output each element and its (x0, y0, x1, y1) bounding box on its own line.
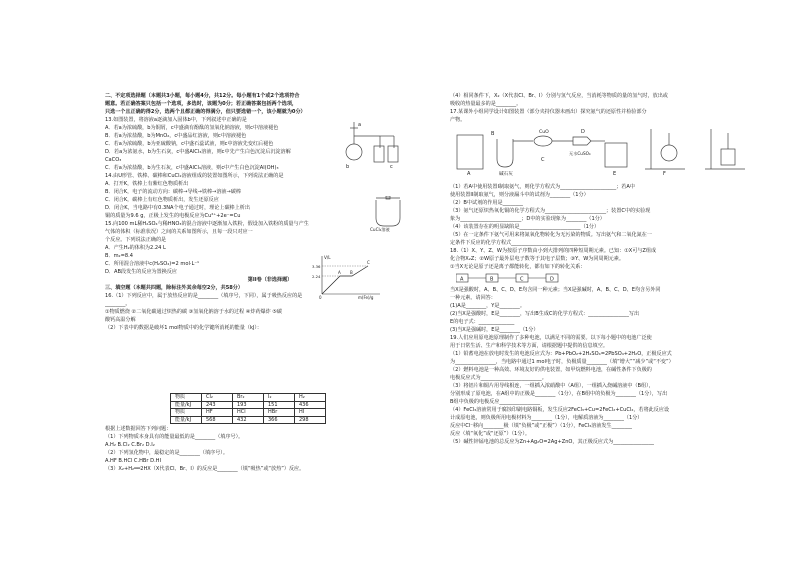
q16-line: ________。 (105, 301, 131, 307)
x-axis-label: m(Fe)/g (358, 295, 374, 300)
table-cell: H₂ (295, 394, 326, 402)
left-line: CaCO₃ (105, 157, 122, 163)
y-tick: 2.24 (312, 274, 321, 279)
right-line: 反应（填“氧化”或“还原”）（1分）。 (450, 431, 531, 437)
q16-line: 酸钙高温分解 (105, 317, 136, 323)
apparatus-label: CuO (539, 130, 549, 135)
apparatus-label: D (581, 129, 585, 135)
table-cell: HBr (264, 409, 295, 417)
left-line: A．打开K，铁棒上有紫红色物质析出 (105, 181, 189, 187)
q16-line: （2）下表中的数据是破坏1 mol物质中的化学键所消耗的能量（kJ）： (105, 325, 263, 331)
right-line: ①当X无论是原子还是离子都能转化，都有如下的转化关系： (450, 264, 586, 270)
q16-line: A.H₂ B.Cl₂ C.Br₂ D.I₂ (105, 442, 155, 448)
right-line: （5）在一定条件下氨气可用来将氮氧化物转化为无污染的物质。写出氨气和二氧化氮在一 (450, 232, 652, 238)
left-line: B．闭合K，电子的流动方向：碳棒→导线→铁棒→溶液→碳棒 (105, 189, 241, 195)
table-cell: 436 (295, 401, 326, 409)
left-line: C．闭合K，碳棒上有红色物质析出，发生还原反应 (105, 197, 219, 203)
right-line: 计成原电池，则负极所用电极材料为________（1分），电解质溶液为________（1分） (450, 415, 643, 421)
right-line: 电极反应式为________________________。 (450, 375, 547, 381)
bond-energy-table (170, 393, 326, 424)
left-line: 13.如图装置，将溶液a逐滴加入固体b中，下列叙述中正确的是 (105, 117, 247, 123)
right-line: 一种元素。请回答： (450, 295, 496, 301)
right-column-lower (450, 286, 755, 446)
chain-box: C (520, 276, 524, 283)
u-tube-label: CuCl₂溶液 (370, 227, 390, 232)
left-column-lower (105, 425, 435, 473)
apparatus-label: 无水CuSO₄ (569, 151, 591, 156)
left-line: 气体的体积（标准状况）之间的关系如图所示，且每一段只对应一 (105, 229, 253, 235)
table-row (171, 416, 326, 424)
table-cell: 能量/kJ (171, 401, 202, 409)
table-cell: HI (295, 409, 326, 417)
right-line: 吸收的热量最多的是________。 (450, 101, 522, 107)
right-line: 化合物X₂Z；②W原子最外层电子数等于其电子层数；③Y、W为同周期元素。 (450, 256, 624, 262)
apparatus-label: c (390, 164, 393, 170)
table-cell: 能量/kJ (171, 416, 202, 424)
q16-line: ①物质燃烧 ②二氧化碳通过炽热的碳 ③氢氧化钠溶于水的过程 ④炸药爆炸 ⑤碳 (105, 309, 283, 315)
left-line: A．若a为浓硫酸，b为铜屑，c中盛滴有酚酞的氢氧化钠溶液，则c中溶液褪色 (105, 125, 279, 131)
right-column-mid (450, 183, 755, 271)
right-line: 19.人们应用原电池原理制作了多种电池，以满足不同的需要。以下每小题中的电池广泛使 (450, 335, 652, 341)
q13-apparatus-figure (340, 118, 408, 170)
section-heading: 三、填空题（本题共四题，除标注外其余每空2分，共58分） (105, 285, 243, 291)
table-row (171, 394, 326, 402)
table-cell: 568 (202, 416, 233, 424)
table-cell: Br₂ (233, 394, 264, 402)
q15-volume-graph (312, 254, 384, 300)
right-line: 17.某课外小组同学设计如图装置（部分夹持仪器未画出）探究氨气的还原性并检验部分 (450, 109, 647, 115)
table-cell: 366 (264, 416, 295, 424)
right-line: （4）该装置存在的明显缺陷是________________________（1分） (450, 224, 600, 230)
left-line: 题意。若正确答案只包括一个选项，多选时，该题为0分；若正确答案包括两个选项， (105, 101, 298, 107)
right-line: 分别形成了原电池，在A组中的正极是________（1分），在B组中的负极为________（1分），写出 (450, 391, 668, 397)
left-line: D．AB段发生的反应为置换反应 (105, 269, 178, 275)
left-line: 14.由U形管、铁棒、碳棒和CuCl₂溶液组成的装置如图所示，下列说法正确的是 (105, 173, 284, 179)
q17-apparatus-figure (455, 125, 755, 177)
apparatus-label: F (663, 171, 666, 177)
right-line: （4）相同条件下，X₂（X代表Cl、Br、I）分别与氢气反应，当消耗等物质的量的氢气时，放出或 (450, 93, 668, 99)
q16-line: （3）X₂+H₂══2HX（X代表Cl、Br、I）的反应是________（填“吸热”或“放热”）反应。 (105, 466, 305, 472)
left-line: A．产生H₂的体积为2.24 L (105, 245, 166, 251)
right-line: （5）碱性锌锰电池的总反应为Zn+Ag₂O=2Ag+ZnO，其正极反应式为________________ (450, 439, 654, 445)
table-cell: Cl₂ (202, 394, 233, 402)
table-cell: 298 (295, 416, 326, 424)
right-line: （3）将铝片和铜片用导线相连，一组插入浓硝酸中（A组），一组插入烧碱溶液中（B组）， (450, 383, 654, 389)
chain-box: B (490, 276, 494, 283)
volume-line (322, 266, 368, 294)
table-cell: HCl (233, 409, 264, 417)
table-cell: 193 (233, 401, 264, 409)
left-line: C．若a为浓盐酸，b为生石灰，c中盛AlCl₃溶液，则c中产生白色沉淀Al(OH)₃ (105, 165, 279, 171)
table-row (171, 401, 326, 409)
apparatus-label: E (613, 171, 617, 177)
table-cell: I₂ (264, 394, 295, 402)
right-line: 使用装置II制取氨气，则分液漏斗中的试剂为________（1分） (450, 192, 589, 198)
right-line: 定条件下反应的化学方程式______________________________ (450, 240, 588, 246)
q16-line: 16.（1）下列反应中，属于放热反应的是________（填序号，下同），属于吸热反应的是 (105, 293, 303, 299)
table-cell: 物质 (171, 409, 202, 417)
right-line: 为________________，当电路中通过1 mol电子时，负极质量________（填“增大”“减少”或“不变”） (450, 359, 674, 365)
u-tube-figure (370, 196, 410, 232)
apparatus-label: a (358, 122, 362, 128)
right-line: 象为________________________；D中的实验现象为________（1分） (450, 216, 605, 222)
table-cell: HF (202, 409, 233, 417)
left-line: C．所用混合溶液中c(H₂SO₄)=2 mol·L⁻¹ (105, 261, 200, 267)
right-line: （4）FeCl₃溶液常用于腐蚀印刷电路铜板，发生反应2FeCl₃+Cu=2FeCl₂+CuCl₂，若将此反应设 (450, 407, 670, 413)
left-line: 个反应。下列说法正确的是 (105, 237, 167, 243)
right-line: （2）燃料电池是一种高效、环境友好的供电装置，如甲烷燃料电池，在碱性条件下负极的 (450, 367, 652, 373)
right-line: （3）氨气还原炽热氧化铜的化学方程式为________________________；装置C中的实验现 (450, 208, 651, 214)
right-line: 18.（1）X、Y、Z、W为按原子序数由小到大排列的四种短周期元素。已知：①X可与Z组成 (450, 248, 657, 254)
apparatus-label: b (346, 164, 350, 170)
right-line: 用于日常生活、生产和科学技术等方面，请根据题中提供的信息填空。 (450, 343, 608, 349)
table-cell: 151 (264, 401, 295, 409)
left-line: D．若a为浓氨水，b为生石灰，c中盛AlCl₃溶液，则c中先产生白色沉淀后沉淀溶解 (105, 149, 291, 155)
point-label: A (338, 270, 341, 275)
right-line: 产物。 (450, 117, 466, 123)
section-title: 第II卷（非选择题） (247, 277, 293, 283)
chain-box: D (550, 276, 554, 283)
left-line: B．若a为浓盐酸，b为MnO₂，c中盛品红溶液，则c中溶液褪色 (105, 133, 247, 139)
apparatus-label: C (541, 157, 545, 163)
right-line: （1）铅蓄电池在放电时发生的电池反应式为：Pb+PbO₂+2H₂SO₄=2PbSO₄+2H₂O，正极反应式 (450, 351, 672, 357)
right-column (450, 92, 755, 124)
q16-line: A.HF B.HCl C.HBr D.HI (105, 458, 162, 464)
chain-box: A (460, 276, 464, 283)
right-line: E的电子式：______________ (450, 319, 515, 325)
right-line: (3)当X是强碱时，E是________（1分） (450, 327, 539, 333)
left-line: 只选一个且正确的得2分，选两个且都正确的得满分，但只要选错一个，该小题就为0分） (105, 109, 306, 115)
y-axis-label: V/L (324, 255, 331, 260)
table-row (171, 409, 326, 417)
right-line: （2）B中试剂的作用是________ (450, 200, 523, 206)
q16-line: （2）下列氢化物中，最稳定的是________（填序号）。 (105, 450, 228, 456)
apparatus-label: 碱石灰 (499, 172, 513, 177)
table-cell: 243 (202, 401, 233, 409)
left-line: B．m₂=8.4 (105, 253, 133, 259)
left-line: 铜的质量为9.6 g，正极上发生的电极反应为Cu²⁺+2e⁻=Cu (105, 213, 241, 219)
apparatus-label: A (467, 171, 471, 177)
left-line: 15.向100 mL稀H₂SO₄与稀HNO₃的混合溶液中逐渐加入铁粉，假设加入铁粉的质量与产生 (105, 221, 309, 227)
table-cell: 432 (233, 416, 264, 424)
origin-label: 0 (319, 295, 322, 300)
point-label: C (367, 260, 370, 265)
left-line: D．闭合K，当电路中有0.3NA个电子通过时，理论上碳棒上析出 (105, 205, 250, 211)
q16-line: 根据上述数据回答下列问题： (105, 426, 172, 432)
q16-line: （1）下列物质本身具有的能量最低的是________（填序号）。 (105, 434, 244, 440)
right-line: （1）若A中使用装置I制取氨气，则化学方程式为______________________；若A中 (450, 184, 635, 190)
right-line: (2)当X是强酸时，E是________，写出B生成C的化学方程式：________________写出 (450, 311, 640, 317)
apparatus-label: B (491, 131, 495, 137)
left-line: 二、不定项选择题（本题共3小题，每小题4分，共12分。每小题有1个或2个选项符合 (105, 93, 300, 99)
conversion-chain (456, 273, 586, 283)
table-cell: 物质 (171, 394, 202, 402)
right-line: (1)A是________，Y是________。 (450, 303, 525, 309)
right-line: B组中负极的电极反应________________ (450, 399, 541, 405)
y-tick: 3.36 (312, 264, 321, 269)
right-line: 反应中Cl⁻移向________极（填“负极”或“正极”）（1分），FeCl₃溶液发生________ (450, 423, 632, 429)
point-label: B (350, 270, 353, 275)
right-line: 当X是强酸时，A、B、C、D、E均含同一种元素；当X是强碱时，A、B、C、D、E均含另外同 (450, 287, 661, 293)
left-line: C．若a为浓硫酸，b为亚硫酸钠，c中盛石蕊试液，则c中溶液先变红后褪色 (105, 141, 274, 147)
